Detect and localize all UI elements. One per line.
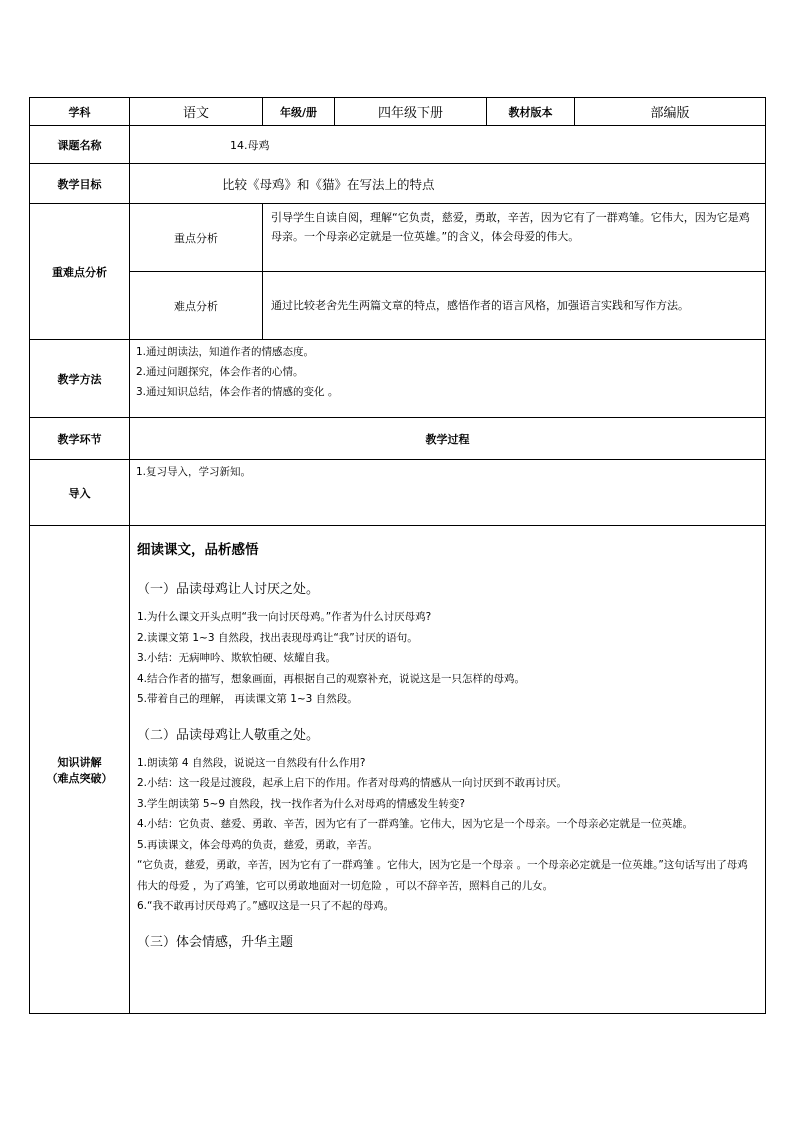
process-label: 教学过程 <box>130 418 766 460</box>
subject-value: 语文 <box>130 98 263 126</box>
key-analysis-label: 重点分析 <box>130 204 263 272</box>
section2-line: 1.朗读第 4 自然段，说说这一自然段有什么作用? <box>137 756 366 769</box>
section2-line: 2.小结：这一段是过渡段，起承上启下的作用。作者对母鸡的情感从一向讨厌到不敢再讨厌。 <box>137 777 568 789</box>
section2-line: 6.“我不敢再讨厌母鸡了。”感叹这是一只了不起的母鸡。 <box>137 900 395 912</box>
lesson-label: 课题名称 <box>30 126 130 164</box>
knowledge-label-line1: 知识讲解 <box>57 755 102 769</box>
section1-heading: （一）品读母鸡让人讨厌之处。 <box>137 582 320 597</box>
lesson-value: 14.母鸡 <box>130 126 766 164</box>
section2-heading: （二）品读母鸡让人敬重之处。 <box>137 727 320 743</box>
method-item: 2.通过问题探究，体会作者的心情。 <box>136 366 304 378</box>
knowledge-label-line2: （难点突破） <box>46 771 113 785</box>
goal-label: 教学目标 <box>30 164 130 204</box>
lesson-plan-sheet <box>29 97 765 1014</box>
edition-value: 部编版 <box>575 98 766 126</box>
analysis-label: 重难点分析 <box>30 204 130 340</box>
methods-list <box>130 340 766 418</box>
section1-line: 2.读课文第 1~3 自然段，找出表现母鸡让“我”讨厌的语句。 <box>137 631 418 644</box>
method-item: 1.通过朗读法，知道作者的情感态度。 <box>136 346 315 358</box>
lesson-row <box>30 126 766 164</box>
meta-row <box>30 98 766 126</box>
difficult-analysis-label: 难点分析 <box>130 272 263 340</box>
lesson-plan-table <box>29 97 766 1014</box>
method-item: 3.通过知识总结，体会作者的情感的变化 。 <box>136 386 339 398</box>
section1-line: 3.小结：无病呻吟、欺软怕硬、炫耀自我。 <box>137 652 337 664</box>
subject-label: 学科 <box>30 98 130 126</box>
knowledge-row <box>30 526 766 1014</box>
edition-label: 教材版本 <box>487 98 575 126</box>
key-analysis-row <box>30 204 766 272</box>
knowledge-label <box>30 526 130 1014</box>
knowledge-content <box>130 526 766 1014</box>
difficult-analysis-row <box>30 272 766 340</box>
section3-heading: （三）体会情感，升华主题 <box>137 934 294 950</box>
intro-row <box>30 460 766 526</box>
process-step-label: 教学环节 <box>30 418 130 460</box>
section2-line: “它负责，慈爱，勇敢，辛苦，因为它有了一群鸡雏 。它伟大，因为它是一个母亲 。一个母亲必定就是一位英雄。”这句话写出了母鸡伟大的母爱 ，为了鸡雏，它可以勇敢地面对一切危险 ，可以不辞辛苦，照料自己的儿女。 <box>137 859 748 892</box>
goal-row <box>30 164 766 204</box>
section1-line: 5.带着自己的理解， 再读课文第 1~3 自然段。 <box>137 693 358 705</box>
key-analysis-text: 引导学生自读自阅，理解“它负责，慈爱，勇敢，辛苦，因为它有了一群鸡雏。它伟大，因为它是鸡母亲。一个母亲必定就是一位英雄。”的含义，体会母爱的伟大。 <box>263 204 766 272</box>
methods-row <box>30 340 766 418</box>
intro-label: 导入 <box>30 460 130 526</box>
methods-label: 教学方法 <box>30 340 130 418</box>
section1-line: 4.结合作者的描写，想象画面，再根据自己的观察补充，说说这是一只怎样的母鸡。 <box>137 672 526 685</box>
goal-value: 比较《母鸡》和《猫》在写法上的特点 <box>130 164 766 204</box>
difficult-analysis-text: 通过比较老舍先生两篇文章的特点，感悟作者的语言风格，加强语言实践和写作方法。 <box>263 272 766 340</box>
process-header-row <box>30 418 766 460</box>
knowledge-title: 细读课文，品析感悟 <box>137 542 259 558</box>
intro-text: 1.复习导入，学习新知。 <box>130 460 766 526</box>
grade-label: 年级/册 <box>263 98 335 126</box>
section2-line: 4.小结：它负责、慈爱、勇敢、辛苦，因为它有了一群鸡雏。它伟大，因为它是一个母亲。一个母亲必定就是一位英雄。 <box>137 818 694 830</box>
section2-line: 5.再读课文，体会母鸡的负责，慈爱，勇敢，辛苦。 <box>137 838 379 851</box>
section1-line: 1.为什么课文开头点明“我一向讨厌母鸡。”作者为什么讨厌母鸡? <box>137 611 432 623</box>
grade-value: 四年级下册 <box>335 98 487 126</box>
section2-line: 3.学生朗读第 5~9 自然段，找一找作者为什么对母鸡的情感发生转变? <box>137 797 465 810</box>
